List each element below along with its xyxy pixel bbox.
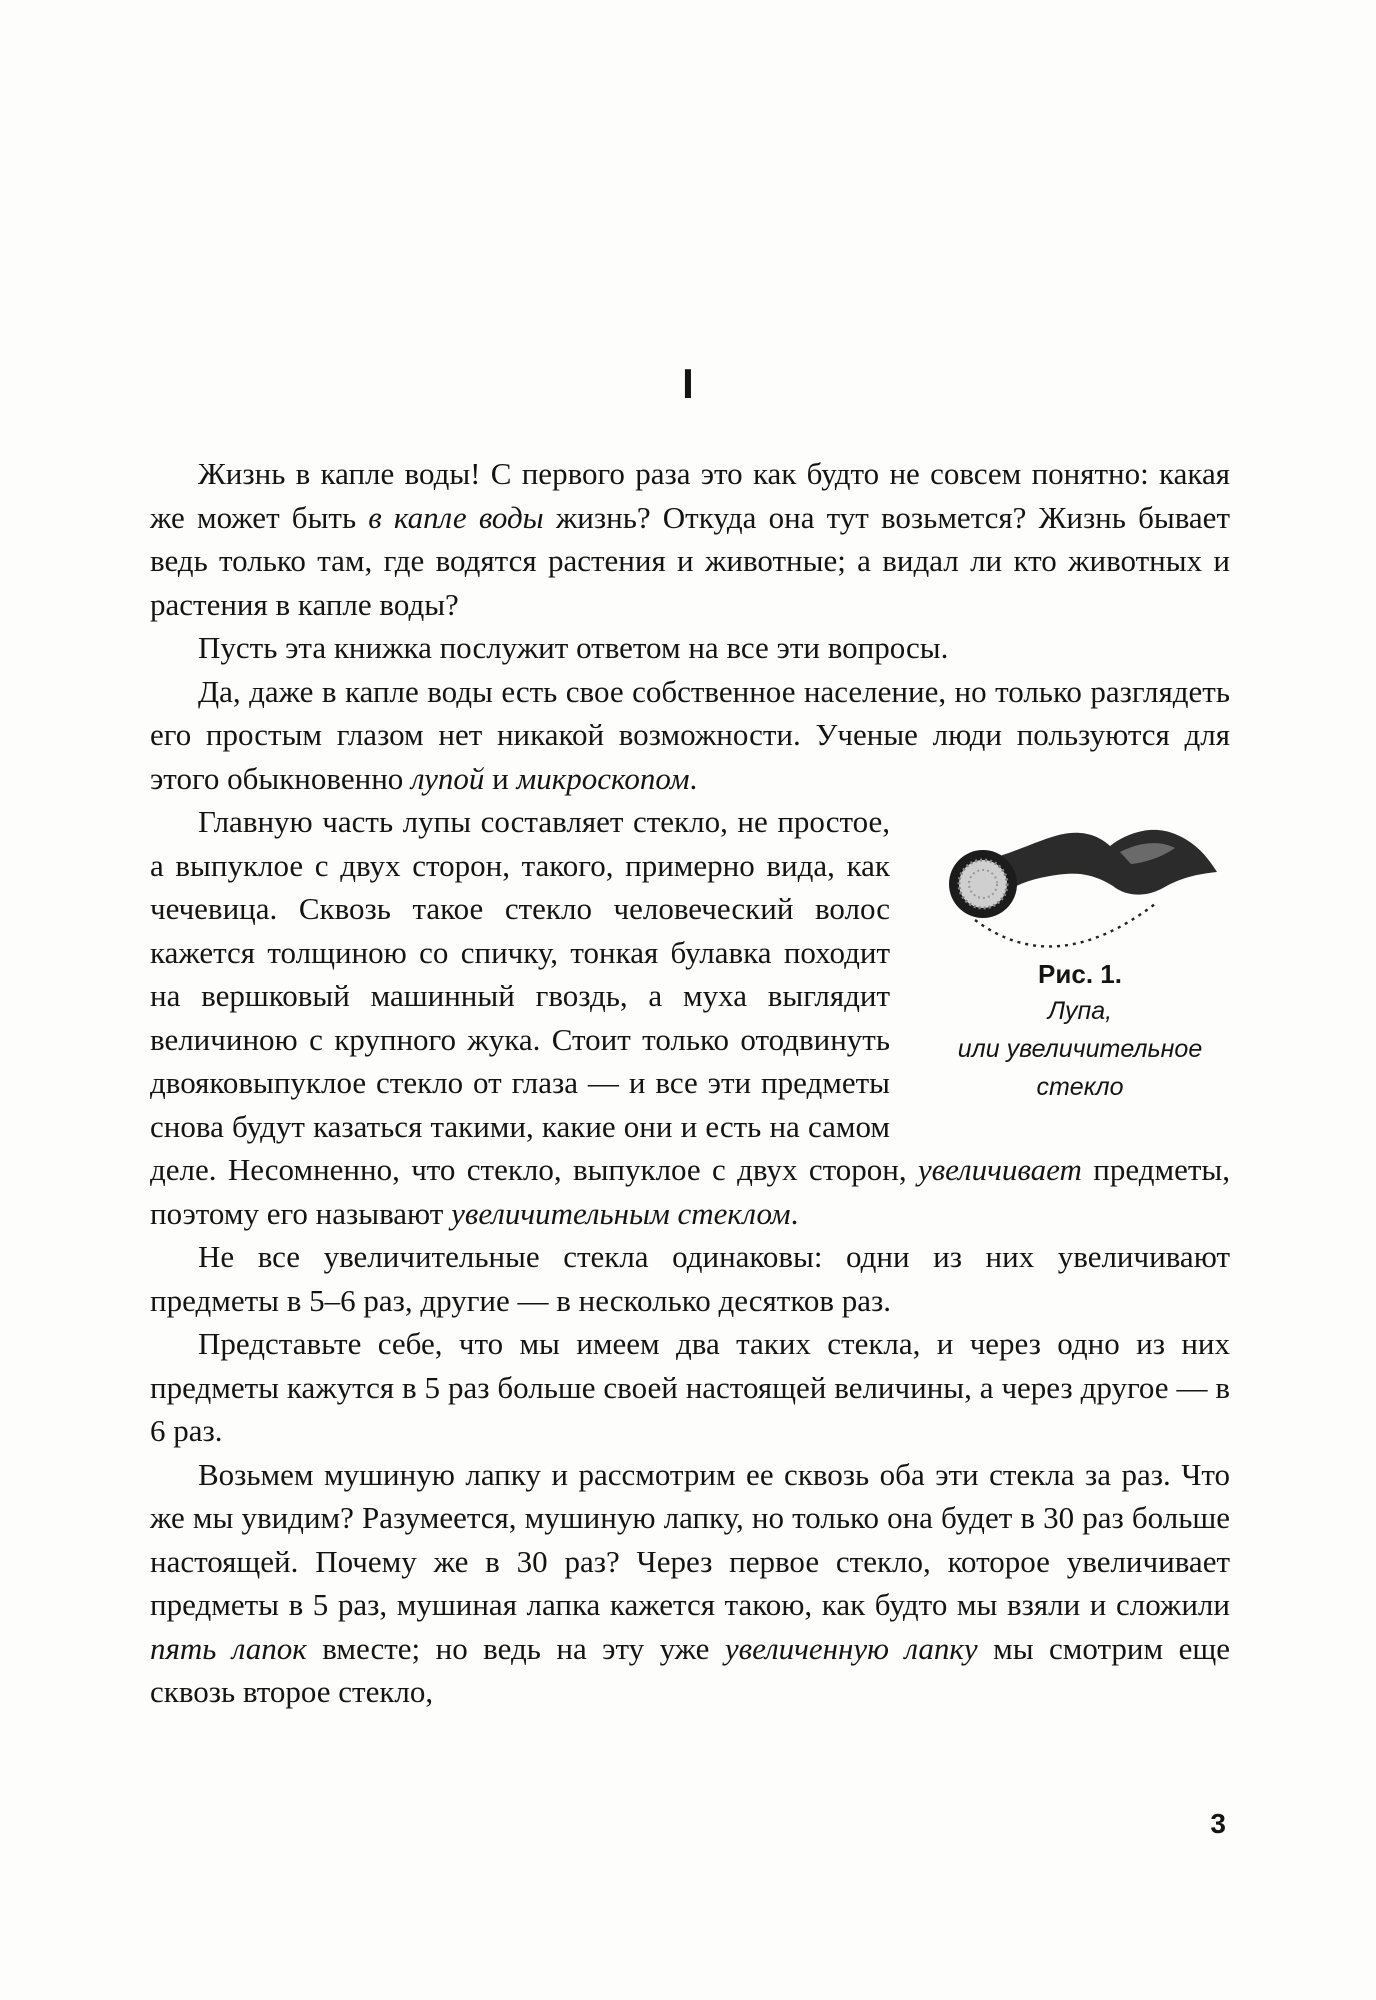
emphasis: увеличенную лапку xyxy=(724,1630,978,1666)
magnifier-icon xyxy=(935,812,1225,962)
figure-label: Рис. 1. xyxy=(1038,959,1122,989)
emphasis: микроскопом xyxy=(516,760,690,796)
text-run: . xyxy=(790,1195,799,1231)
text-run: вместе; но ведь на эту уже xyxy=(306,1630,725,1666)
figure-caption-line-1: Лупа, xyxy=(1047,997,1113,1025)
paragraph-3 xyxy=(150,670,1230,801)
emphasis: лупой xyxy=(411,760,485,796)
figure-caption-line-3: стекло xyxy=(1036,1073,1124,1101)
handle xyxy=(987,830,1217,895)
emphasis: пять лапок xyxy=(150,1630,307,1666)
text-run: Да, даже в капле воды есть свое собственное население, но только разглядеть его простым глазом нет никакой возможности. Ученые люди пользуются для этого обыкновенно xyxy=(150,673,1230,796)
paragraph-5 xyxy=(150,1235,1230,1322)
text-run: жизнь? Откуда она тут возьмется? Жизнь бывает ведь только там, где водятся растения и животные; а видал ли кто животных и растения в капле воды? xyxy=(150,499,1230,622)
text-run: Жизнь в капле воды! С первого раза это как будто не совсем понятно: какая же может быть xyxy=(150,456,1230,535)
page-number: 3 xyxy=(1210,1808,1226,1839)
text-run: мы смотрим еще сквозь второе стекло, xyxy=(150,1630,1230,1709)
paragraph-7 xyxy=(150,1453,1230,1714)
text-run: Пусть эта книжка послужит ответом на все эти вопросы. xyxy=(198,630,949,665)
text-run: Представьте себе, что мы имеем два таких стекла, и через одно из них предметы кажутся в 5 раз больше своей настоящей величины, а через другое — в 6 раз. xyxy=(150,1326,1230,1448)
text-run: Главную часть лупы составляет стекло, не простое, а выпуклое с двух сторон, такого, примерно вида, как чечевица. Сквозь такое стекло человеческий волос кажется толщиною со спичку, тонкая булавка походит на вершковый машинный гвоздь, а муха выглядит величиною с крупного жука. Стоит только отодвинуть двояковыпуклое стекло от глаза — и все эти предметы снова будут казаться такими, какие они и есть на самом деле. Несомненно, что стекло, выпуклое с двух сторон, xyxy=(150,804,918,1187)
text-run: и xyxy=(484,760,517,796)
figure-1 xyxy=(930,812,1230,1106)
paragraph-1 xyxy=(150,452,1230,626)
text-run: Возьмем мушиную лапку и рассмотрим ее сквозь оба эти стекла за раз. Что же мы увидим? Разумеется, мушиную лапку, но только она будет в 30 раз больше настоящей. Почему же в 30 раз? Через первое стекло, которое увеличивает предметы в 5 раз, мушиная лапка кажется такою, как будто мы взяли и сложили xyxy=(150,1456,1230,1622)
emphasis: увеличивает xyxy=(917,1152,1082,1187)
paragraph-6 xyxy=(150,1322,1230,1453)
text-run: предметы, поэтому его называют xyxy=(150,1152,1230,1231)
emphasis: увеличительным стеклом xyxy=(451,1195,791,1231)
chapter-numeral: I xyxy=(682,360,694,407)
figure-caption-line-2: или увеличительное xyxy=(957,1035,1203,1063)
text-run: . xyxy=(689,760,698,796)
body-text xyxy=(150,452,1230,1714)
text-run: Не все увеличительные стекла одинаковы: одни из них увеличивают предметы в 5–6 раз, другие — в несколько десятков раз. xyxy=(150,1239,1230,1318)
paragraph-2 xyxy=(150,626,1230,670)
emphasis: в капле воды xyxy=(368,499,544,535)
